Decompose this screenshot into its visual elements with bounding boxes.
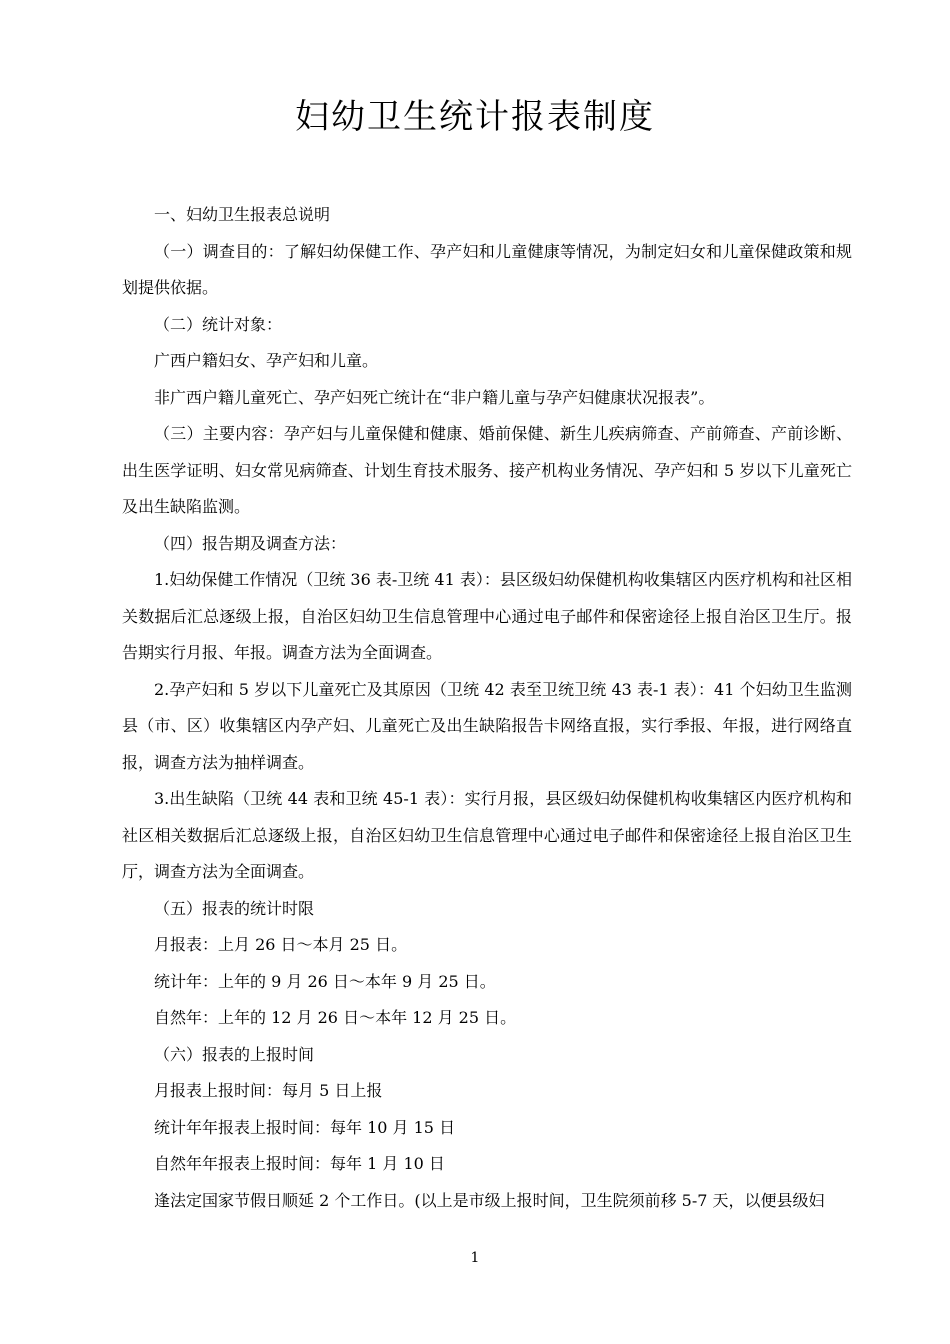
paragraph-natural-year: 自然年：上年的 12 月 26 日～本年 12 月 25 日。 <box>154 1008 517 1027</box>
paragraph-subject-local: 广西户籍妇女、孕产妇和儿童。 <box>154 351 379 370</box>
paragraph-submission-heading: （六）报表的上报时间 <box>154 1044 315 1064</box>
paragraph-subject-nonlocal: 非广西户籍儿童死亡、孕产妇死亡统计在“非户籍儿童与孕产妇健康状况报表”。 <box>154 387 715 407</box>
paragraph-monthly-period: 月报表：上月 26 日～本月 25 日。 <box>154 935 408 954</box>
paragraph-time-limit-heading: （五）报表的统计时限 <box>154 898 315 918</box>
paragraph-item-2: 2.孕产妇和 5 岁以下儿童死亡及其原因（卫统 42 表至卫统卫统 43 表-1 表）：41 个妇幼卫生监测县（市、区）收集辖区内孕产妇、儿童死亡及出生缺陷报告卡网络直报，实行季报、年报，进行网络直报，调查方法为抽样调查。 <box>122 679 852 772</box>
paragraph-statistical-year: 统计年：上年的 9 月 26 日～本年 9 月 25 日。 <box>154 971 496 991</box>
paragraph-item-1: 1.妇幼保健工作情况（卫统 36 表-卫统 41 表）：县区级妇幼保健机构收集辖区内医疗机构和社区相关数据后汇总逐级上报，自治区妇幼卫生信息管理中心通过电子邮件和保密途径上报自治区卫生厅。报告期实行月报、年报。调查方法为全面调查。 <box>122 570 852 662</box>
paragraph-report-period-heading: （四）报告期及调查方法： <box>154 533 347 553</box>
paragraph-subject-heading: （二）统计对象： <box>154 314 283 334</box>
paragraph-statistical-year-submission: 统计年年报表上报时间：每年 10 月 15 日 <box>154 1117 456 1137</box>
paragraph-purpose: （一）调查目的：了解妇幼保健工作、孕产妇和儿童健康等情况，为制定妇女和儿童保健政策和规划提供依据。 <box>122 241 852 297</box>
document-body <box>122 197 852 1219</box>
paragraph-main-content: （三）主要内容：孕产妇与儿童保健和健康、婚前保健、新生儿疾病筛查、产前筛查、产前诊断、出生医学证明、妇女常见病筛查、计划生育技术服务、接产机构业务情况、孕产妇和 5 岁以下儿童死亡及出生缺陷监测。 <box>122 424 852 516</box>
section-heading: 一、妇幼卫生报表总说明 <box>154 205 331 224</box>
page-number: 1 <box>470 1250 480 1266</box>
paragraph-natural-year-submission: 自然年年报表上报时间：每年 1 月 10 日 <box>154 1154 445 1173</box>
paragraph-holiday-note: 逢法定国家节假日顺延 2 个工作日。(以上是市级上报时间，卫生院须前移 5-7 天，以便县级妇 <box>154 1190 825 1210</box>
document-title: 妇幼卫生统计报表制度 <box>295 97 655 137</box>
paragraph-item-3: 3.出生缺陷（卫统 44 表和卫统 45-1 表）：实行月报，县区级妇幼保健机构收集辖区内医疗机构和社区相关数据后汇总逐级上报，自治区妇幼卫生信息管理中心通过电子邮件和保密途径上报自治区卫生厅，调查方法为全面调查。 <box>122 789 852 881</box>
paragraph-monthly-submission: 月报表上报时间：每月 5 日上报 <box>154 1081 383 1100</box>
